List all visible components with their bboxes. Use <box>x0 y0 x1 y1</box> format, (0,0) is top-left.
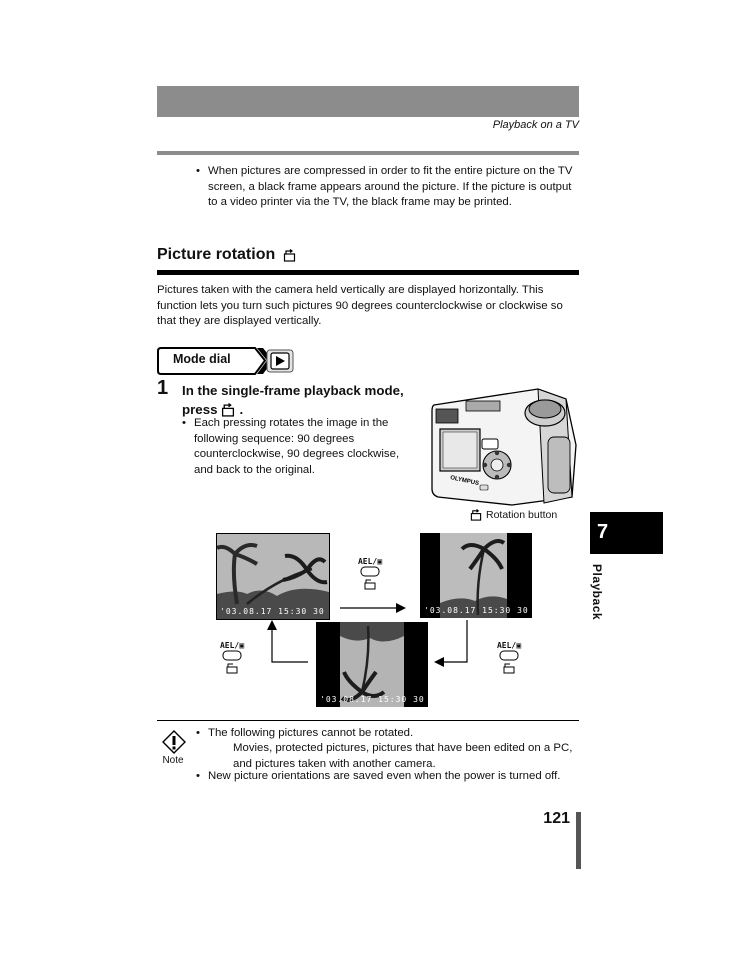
step-title-period: . <box>239 402 244 417</box>
ael-button-step1: AEL/▣ <box>354 557 386 595</box>
note-bullet-1-detail: Movies, protected pictures, pictures that have been edited on a PC, and pictures taken with another camera. <box>233 742 573 770</box>
mode-dial-badge <box>157 347 297 380</box>
chapter-side-label <box>590 564 610 624</box>
photo-cw-osd: '03.08.17 15:30 30 <box>320 695 425 704</box>
note-rule <box>157 720 579 721</box>
running-head: Playback on a TV <box>492 119 579 131</box>
rotate-icon <box>283 249 296 262</box>
note-bullet-2: • New picture orientations are saved even when the power is turned off. <box>196 769 580 785</box>
ael-label: AEL/ <box>357 557 378 566</box>
rotate-icon <box>470 509 482 521</box>
flow-arrows <box>210 598 480 678</box>
chapter-number: 7 <box>597 521 609 543</box>
page-number-bar <box>576 812 581 869</box>
note-label: Note <box>162 755 184 766</box>
step-title-line1: In the single-frame playback mode, <box>182 383 404 398</box>
step-title <box>182 381 432 419</box>
step-bullet-text: Each pressing rotates the image in the following sequence: 90 degrees counterclockwise, 90 degrees clockwise, and back to the original. <box>194 417 400 476</box>
mode-dial-label: Mode dial <box>173 352 231 366</box>
ael-label: AEL/ <box>219 641 240 650</box>
ael-label: AEL/ <box>496 641 517 650</box>
ael-button-step3: AEL/▣ <box>216 641 248 679</box>
rotate-icon <box>221 403 235 417</box>
note-bullet-2-text: New picture orientations are saved even when the power is turned off. <box>208 770 561 782</box>
note-bullet-1: • The following pictures cannot be rotated. <box>196 726 580 742</box>
ael-button-step2: AEL/▣ <box>493 641 525 679</box>
rotation-button-label: Rotation button <box>486 509 558 521</box>
section-title-text: Picture rotation <box>157 246 276 263</box>
section-title <box>157 246 296 264</box>
chapter-tab <box>590 512 663 554</box>
header-rule <box>157 151 579 155</box>
note-icon <box>162 730 186 754</box>
note-bullet-1-text: The following pictures cannot be rotated. <box>208 727 414 739</box>
camera-illustration <box>428 385 578 507</box>
header-bar <box>157 86 579 117</box>
intro-bullet-text: When pictures are compressed in order to fit the entire picture on the TV screen, a black frame appears around the picture. If the picture is output to a video printer via the TV, the black frame may be printed. <box>208 165 573 208</box>
intro-bullet: • When pictures are compressed in order to fit the entire picture on the TV screen, a black frame appears around the picture. If the picture is output to a video printer via the TV, the black frame may be printed. <box>196 164 578 211</box>
step-number: 1 <box>157 377 169 399</box>
chapter-label: Playback <box>590 564 604 621</box>
photo-original-osd: '03.08.17 15:30 30 <box>220 607 325 616</box>
camera-brand: OLYMPUS <box>449 475 480 488</box>
page-number: 121 <box>543 810 570 827</box>
rotation-button-caption <box>470 509 557 521</box>
section-intro: Pictures taken with the camera held vertically are displayed horizontally. This function lets you turn such pictures 90 degrees counterclockwise or clockwise so that they are displayed vertically. <box>157 284 563 327</box>
step-title-line2: press <box>182 402 218 417</box>
step-bullet: • Each pressing rotates the image in the following sequence: 90 degrees counterclockwise, 90 degrees clockwise, and back to the original. <box>182 416 418 478</box>
photo-ccw-osd: '03.08.17 15:30 30 <box>424 606 529 615</box>
section-rule <box>157 270 579 275</box>
